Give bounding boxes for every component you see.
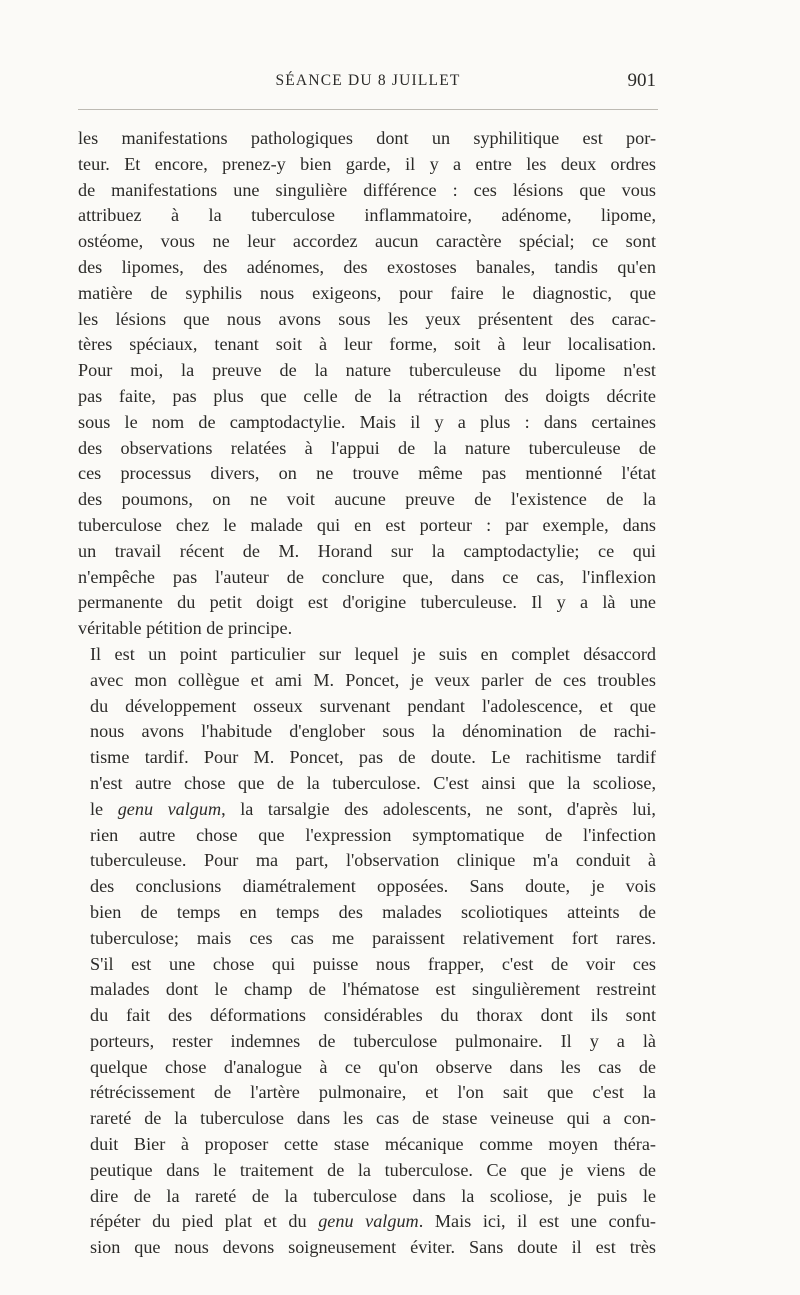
line-text: peutique dans le traitement de la tuberculose. Ce que je viens de xyxy=(90,1159,656,1180)
line-text: permanente du petit doigt est d'origine tuberculeuse. Il y a là une xyxy=(78,592,656,613)
line-text: porteurs, rester indemnes de tuberculose pulmonaire. Il y a là xyxy=(90,1030,656,1051)
line-text: tisme tardif. Pour M. Poncet, pas de doute. Le rachitisme tardif xyxy=(90,747,656,768)
text-line xyxy=(78,1003,656,1029)
text-line xyxy=(78,1209,656,1235)
text-line xyxy=(78,152,656,178)
text-line xyxy=(78,178,656,204)
line-text: du développement osseux survenant pendant l'adolescence, et que xyxy=(90,695,656,716)
text-line xyxy=(78,332,656,358)
line-text: sous le nom de camptodactylie. Mais il y a plus : dans certaines xyxy=(78,411,656,432)
line-text: . Mais ici, il est une confu- xyxy=(418,1211,656,1232)
text-line xyxy=(78,565,656,591)
line-text: ces processus divers, on ne trouve même pas mentionné l'état xyxy=(78,463,656,484)
line-text: répéter du pied plat et du xyxy=(90,1211,319,1232)
line-text: des lipomes, des adénomes, des exostoses banales, tandis qu'en xyxy=(78,256,656,277)
text-line xyxy=(78,797,656,823)
text-line xyxy=(78,590,656,616)
line-text: un travail récent de M. Horand sur la camptodactylie; ce qui xyxy=(78,540,656,561)
line-text: Pour moi, la preuve de la nature tuberculeuse du lipome n'est xyxy=(78,360,656,381)
line-text: du fait des déformations considérables du thorax dont ils sont xyxy=(90,1005,656,1026)
line-text: avec mon collègue et ami M. Poncet, je veux parler de ces troubles xyxy=(90,669,656,690)
text-line xyxy=(78,1132,656,1158)
line-text: des observations relatées à l'appui de la nature tuberculeuse de xyxy=(78,437,656,458)
text-line xyxy=(78,977,656,1003)
line-text: Il est un point particulier sur lequel je suis en complet désaccord xyxy=(90,643,656,664)
line-text: n'empêche pas l'auteur de conclure que, dans ce cas, l'inflexion xyxy=(78,566,656,587)
text-line xyxy=(78,307,656,333)
line-text: rétrécissement de l'artère pulmonaire, et l'on sait que c'est la xyxy=(90,1082,656,1103)
page-number: 901 xyxy=(627,70,656,91)
line-text: de manifestations une singulière différence : ces lésions que vous xyxy=(78,179,656,200)
paragraph xyxy=(78,126,656,642)
line-text: rien autre chose que l'expression symptomatique de l'infection xyxy=(90,824,656,845)
text-line xyxy=(78,410,656,436)
running-title: SÉANCE DU 8 JUILLET xyxy=(275,72,461,89)
line-text: des conclusions diamétralement opposées. Sans doute, je vois xyxy=(90,876,656,897)
text-line xyxy=(78,926,656,952)
paragraph xyxy=(78,642,656,1261)
text-line xyxy=(78,694,656,720)
text-line xyxy=(78,384,656,410)
italic-term: genu valgum xyxy=(117,798,222,819)
line-text: le xyxy=(90,798,118,819)
line-text: n'est autre chose que de la tuberculose. C'est ainsi que la scoliose, xyxy=(90,772,656,793)
line-text: des poumons, on ne voit aucune preuve de l'existence de la xyxy=(78,489,656,510)
text-line xyxy=(78,1235,656,1261)
text-line xyxy=(78,848,656,874)
text-line xyxy=(78,1029,656,1055)
line-text: véritable pétition de principe. xyxy=(78,618,293,639)
line-text: bien de temps en temps des malades scoliotiques atteints de xyxy=(90,901,656,922)
line-text: rareté de la tuberculose dans les cas de stase veineuse qui a con- xyxy=(90,1108,656,1129)
text-line xyxy=(78,745,656,771)
text-line xyxy=(78,616,656,642)
text-line xyxy=(78,952,656,978)
text-line xyxy=(78,1184,656,1210)
line-text: tères spéciaux, tenant soit à leur forme, soit à leur localisation. xyxy=(78,334,656,355)
line-text: teur. Et encore, prenez-y bien garde, il y a entre les deux ordres xyxy=(78,153,656,174)
line-text: ostéome, vous ne leur accordez aucun caractère spécial; ce sont xyxy=(78,231,656,252)
text-line xyxy=(78,1106,656,1132)
page-header xyxy=(78,70,658,96)
text-line xyxy=(78,513,656,539)
line-text: tuberculose; mais ces cas me paraissent relativement fort rares. xyxy=(90,927,656,948)
line-text: pas faite, pas plus que celle de la rétraction des doigts décrite xyxy=(78,385,656,406)
line-text: tuberculeuse. Pour ma part, l'observation clinique m'a conduit à xyxy=(90,850,656,871)
line-text: duit Bier à proposer cette stase mécanique comme moyen théra- xyxy=(90,1134,656,1155)
text-line xyxy=(78,203,656,229)
line-text: les manifestations pathologiques dont un syphilitique est por- xyxy=(78,128,656,148)
header-rule xyxy=(78,109,658,110)
text-line xyxy=(78,1080,656,1106)
text-line xyxy=(78,281,656,307)
body-text xyxy=(78,126,656,1261)
line-text: matière de syphilis nous exigeons, pour faire le diagnostic, que xyxy=(78,282,656,303)
line-text: les lésions que nous avons sous les yeux présentent des carac- xyxy=(78,308,656,329)
text-line xyxy=(78,668,656,694)
line-text: sion que nous devons soigneusement éviter. Sans doute il est très xyxy=(90,1237,656,1258)
text-line xyxy=(78,874,656,900)
text-line xyxy=(78,1055,656,1081)
text-line xyxy=(78,255,656,281)
text-line xyxy=(78,436,656,462)
text-line xyxy=(78,358,656,384)
text-line xyxy=(78,642,656,668)
text-line xyxy=(78,719,656,745)
text-line xyxy=(78,1158,656,1184)
text-line xyxy=(78,539,656,565)
text-line xyxy=(78,487,656,513)
line-text: tuberculose chez le malade qui en est porteur : par exemple, dans xyxy=(78,514,656,535)
text-line xyxy=(78,126,656,152)
line-text: quelque chose d'analogue à ce qu'on observe dans les cas de xyxy=(90,1056,656,1077)
line-text: attribuez à la tuberculose inflammatoire, adénome, lipome, xyxy=(78,205,656,226)
text-line xyxy=(78,900,656,926)
line-text: S'il est une chose qui puisse nous frapper, c'est de voir ces xyxy=(90,953,656,974)
line-text: , la tarsalgie des adolescents, ne sont, d'après lui, xyxy=(221,798,656,819)
text-line xyxy=(78,461,656,487)
text-line xyxy=(78,771,656,797)
italic-term: genu valgum xyxy=(318,1211,419,1232)
text-line xyxy=(78,229,656,255)
line-text: malades dont le champ de l'hématose est singulièrement restreint xyxy=(90,979,656,1000)
line-text: nous avons l'habitude d'englober sous la dénomination de rachi- xyxy=(90,721,656,742)
text-line xyxy=(78,823,656,849)
line-text: dire de la rareté de la tuberculose dans la scoliose, je puis le xyxy=(90,1185,656,1206)
